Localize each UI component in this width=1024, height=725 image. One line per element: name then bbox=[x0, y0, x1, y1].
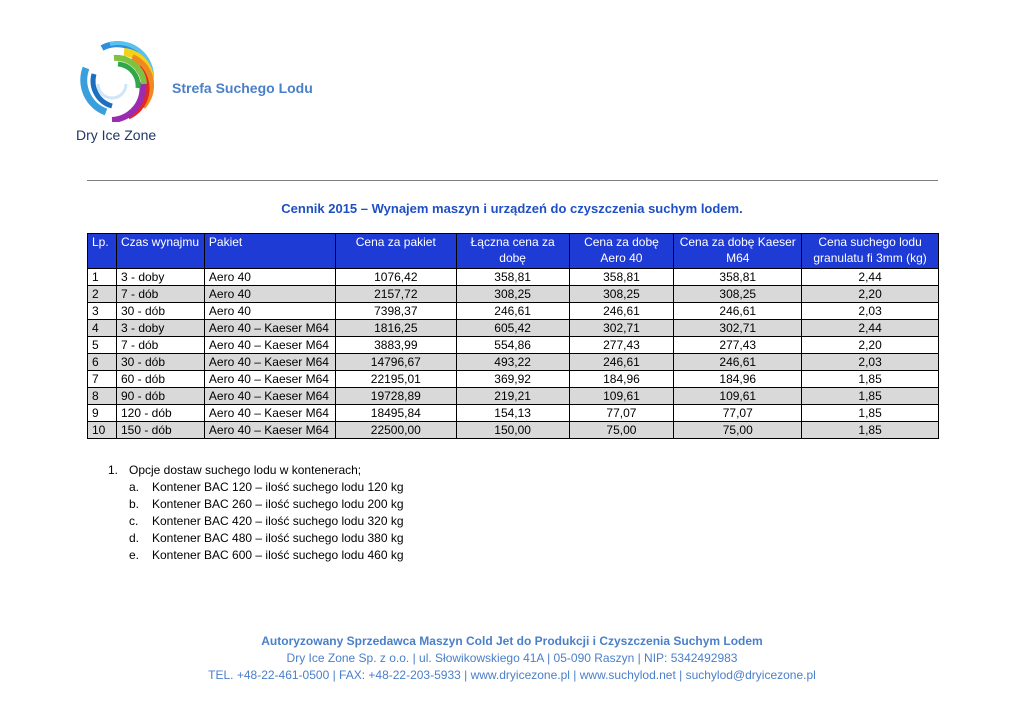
cell-daily-kaeser: 302,71 bbox=[674, 320, 802, 337]
cell-package: Aero 40 bbox=[204, 303, 335, 320]
cell-daily-aero40: 277,43 bbox=[569, 337, 674, 354]
cell-daily-aero40: 77,07 bbox=[569, 405, 674, 422]
cell-daily-aero40: 246,61 bbox=[569, 354, 674, 371]
list-subitem bbox=[108, 513, 404, 530]
cell-lp: 5 bbox=[88, 337, 117, 354]
cell-total-daily: 493,22 bbox=[456, 354, 569, 371]
cell-lp: 3 bbox=[88, 303, 117, 320]
table-row bbox=[88, 405, 939, 422]
footer-tagline: Autoryzowany Sprzedawca Maszyn Cold Jet do Produkcji i Czyszczenia Suchym Lodem bbox=[261, 634, 763, 648]
cell-period: 150 - dób bbox=[116, 422, 204, 439]
cell-period: 3 - doby bbox=[116, 269, 204, 286]
cell-package-price: 22500,00 bbox=[335, 422, 456, 439]
cell-daily-aero40: 302,71 bbox=[569, 320, 674, 337]
list-item-number: 1. bbox=[108, 463, 119, 477]
table-row bbox=[88, 354, 939, 371]
table-header-row bbox=[88, 234, 939, 269]
cell-ice-price: 1,85 bbox=[802, 405, 939, 422]
cell-total-daily: 369,92 bbox=[456, 371, 569, 388]
cell-package: Aero 40 – Kaeser M64 bbox=[204, 388, 335, 405]
cell-ice-price: 2,03 bbox=[802, 303, 939, 320]
list-subitem-letter: b. bbox=[129, 497, 140, 511]
cell-package-price: 22195,01 bbox=[335, 371, 456, 388]
cell-ice-price: 2,03 bbox=[802, 354, 939, 371]
cell-package: Aero 40 – Kaeser M64 bbox=[204, 405, 335, 422]
table-row bbox=[88, 269, 939, 286]
cell-daily-kaeser: 246,61 bbox=[674, 354, 802, 371]
price-table bbox=[87, 233, 939, 439]
cell-total-daily: 308,25 bbox=[456, 286, 569, 303]
cell-package: Aero 40 – Kaeser M64 bbox=[204, 371, 335, 388]
cell-lp: 2 bbox=[88, 286, 117, 303]
cell-package-price: 19728,89 bbox=[335, 388, 456, 405]
header-daily-price-kaeser: Cena za dobę Kaeser M64 bbox=[674, 234, 802, 269]
document-title: Cennik 2015 – Wynajem maszyn i urządzeń do czyszczenia suchym lodem. bbox=[281, 201, 743, 216]
cell-total-daily: 219,21 bbox=[456, 388, 569, 405]
cell-daily-kaeser: 109,61 bbox=[674, 388, 802, 405]
cell-package: Aero 40 bbox=[204, 286, 335, 303]
cell-lp: 9 bbox=[88, 405, 117, 422]
cell-package-price: 1076,42 bbox=[335, 269, 456, 286]
header-divider bbox=[87, 180, 938, 181]
page-footer bbox=[0, 633, 1024, 684]
cell-package: Aero 40 – Kaeser M64 bbox=[204, 354, 335, 371]
cell-package-price: 7398,37 bbox=[335, 303, 456, 320]
cell-daily-aero40: 184,96 bbox=[569, 371, 674, 388]
cell-period: 7 - dób bbox=[116, 337, 204, 354]
list-subitem bbox=[108, 547, 404, 564]
cell-lp: 6 bbox=[88, 354, 117, 371]
cell-total-daily: 246,61 bbox=[456, 303, 569, 320]
cell-lp: 10 bbox=[88, 422, 117, 439]
table-row bbox=[88, 371, 939, 388]
cell-period: 30 - dób bbox=[116, 354, 204, 371]
cell-daily-kaeser: 246,61 bbox=[674, 303, 802, 320]
cell-ice-price: 2,44 bbox=[802, 320, 939, 337]
list-subitem-text: Kontener BAC 420 – ilość suchego lodu 320 kg bbox=[152, 514, 404, 528]
table-row bbox=[88, 303, 939, 320]
cell-package: Aero 40 bbox=[204, 269, 335, 286]
list-subitem-letter: d. bbox=[129, 531, 140, 545]
cell-ice-price: 1,85 bbox=[802, 371, 939, 388]
cell-lp: 1 bbox=[88, 269, 117, 286]
cell-ice-price: 1,85 bbox=[802, 388, 939, 405]
cell-total-daily: 150,00 bbox=[456, 422, 569, 439]
cell-package-price: 14796,67 bbox=[335, 354, 456, 371]
header-dry-ice-price: Cena suchego lodu granulatu fi 3mm (kg) bbox=[802, 234, 939, 269]
list-subitem-letter: e. bbox=[129, 548, 140, 562]
cell-total-daily: 154,13 bbox=[456, 405, 569, 422]
cell-ice-price: 2,44 bbox=[802, 269, 939, 286]
cell-daily-aero40: 75,00 bbox=[569, 422, 674, 439]
cell-ice-price: 1,85 bbox=[802, 422, 939, 439]
table-row bbox=[88, 320, 939, 337]
cell-lp: 7 bbox=[88, 371, 117, 388]
cell-package: Aero 40 – Kaeser M64 bbox=[204, 337, 335, 354]
list-subitem-text: Kontener BAC 600 – ilość suchego lodu 460 kg bbox=[152, 548, 404, 562]
cell-package-price: 18495,84 bbox=[335, 405, 456, 422]
header-total-daily-price: Łączna cena za dobę bbox=[456, 234, 569, 269]
dry-ice-zone-logo bbox=[72, 38, 156, 122]
cell-daily-kaeser: 277,43 bbox=[674, 337, 802, 354]
list-subitem-text: Kontener BAC 260 – ilość suchego lodu 200 kg bbox=[152, 497, 404, 511]
cell-total-daily: 554,86 bbox=[456, 337, 569, 354]
cell-package-price: 3883,99 bbox=[335, 337, 456, 354]
cell-lp: 8 bbox=[88, 388, 117, 405]
cell-daily-aero40: 246,61 bbox=[569, 303, 674, 320]
list-subitem-text: Kontener BAC 480 – ilość suchego lodu 380 kg bbox=[152, 531, 404, 545]
cell-daily-kaeser: 308,25 bbox=[674, 286, 802, 303]
list-subitem bbox=[108, 496, 404, 513]
cell-period: 60 - dób bbox=[116, 371, 204, 388]
cell-total-daily: 605,42 bbox=[456, 320, 569, 337]
cell-package-price: 2157,72 bbox=[335, 286, 456, 303]
list-item bbox=[108, 462, 404, 479]
list-subitem-letter: a. bbox=[129, 480, 140, 494]
cell-daily-kaeser: 184,96 bbox=[674, 371, 802, 388]
table-row bbox=[88, 388, 939, 405]
cell-period: 7 - dób bbox=[116, 286, 204, 303]
table-row bbox=[88, 286, 939, 303]
table-row bbox=[88, 337, 939, 354]
cell-daily-aero40: 109,61 bbox=[569, 388, 674, 405]
cell-period: 90 - dób bbox=[116, 388, 204, 405]
table-row bbox=[88, 422, 939, 439]
header-package-price: Cena za pakiet bbox=[335, 234, 456, 269]
logo-caption: Dry Ice Zone bbox=[76, 127, 157, 143]
footer-contacts: TEL. +48-22-461-0500 | FAX: +48-22-203-5933 | www.dryicezone.pl | www.suchylod.net | suchylod@dryicezone.pl bbox=[208, 668, 816, 682]
cell-daily-kaeser: 358,81 bbox=[674, 269, 802, 286]
cell-daily-kaeser: 75,00 bbox=[674, 422, 802, 439]
cell-ice-price: 2,20 bbox=[802, 286, 939, 303]
list-subitem-letter: c. bbox=[129, 514, 139, 528]
header-rental-period: Czas wynajmu bbox=[116, 234, 204, 269]
cell-package-price: 1816,25 bbox=[335, 320, 456, 337]
cell-package: Aero 40 – Kaeser M64 bbox=[204, 422, 335, 439]
delivery-options-list bbox=[108, 462, 404, 564]
cell-daily-aero40: 308,25 bbox=[569, 286, 674, 303]
cell-daily-aero40: 358,81 bbox=[569, 269, 674, 286]
list-subitem bbox=[108, 479, 404, 496]
cell-daily-kaeser: 77,07 bbox=[674, 405, 802, 422]
header-package: Pakiet bbox=[204, 234, 335, 269]
header-daily-price-aero40: Cena za dobę Aero 40 bbox=[569, 234, 674, 269]
list-subitem-text: Kontener BAC 120 – ilość suchego lodu 120 kg bbox=[152, 480, 404, 494]
cell-ice-price: 2,20 bbox=[802, 337, 939, 354]
brand-name: Strefa Suchego Lodu bbox=[172, 80, 313, 96]
list-item-text: Opcje dostaw suchego lodu w kontenerach; bbox=[129, 463, 362, 477]
header-lp: Lp. bbox=[88, 234, 117, 269]
cell-period: 3 - doby bbox=[116, 320, 204, 337]
cell-period: 30 - dób bbox=[116, 303, 204, 320]
list-subitem bbox=[108, 530, 404, 547]
cell-package: Aero 40 – Kaeser M64 bbox=[204, 320, 335, 337]
cell-total-daily: 358,81 bbox=[456, 269, 569, 286]
footer-address: Dry Ice Zone Sp. z o.o. | ul. Słowikowskiego 41A | 05-090 Raszyn | NIP: 5342492983 bbox=[286, 651, 738, 665]
cell-lp: 4 bbox=[88, 320, 117, 337]
cell-period: 120 - dób bbox=[116, 405, 204, 422]
